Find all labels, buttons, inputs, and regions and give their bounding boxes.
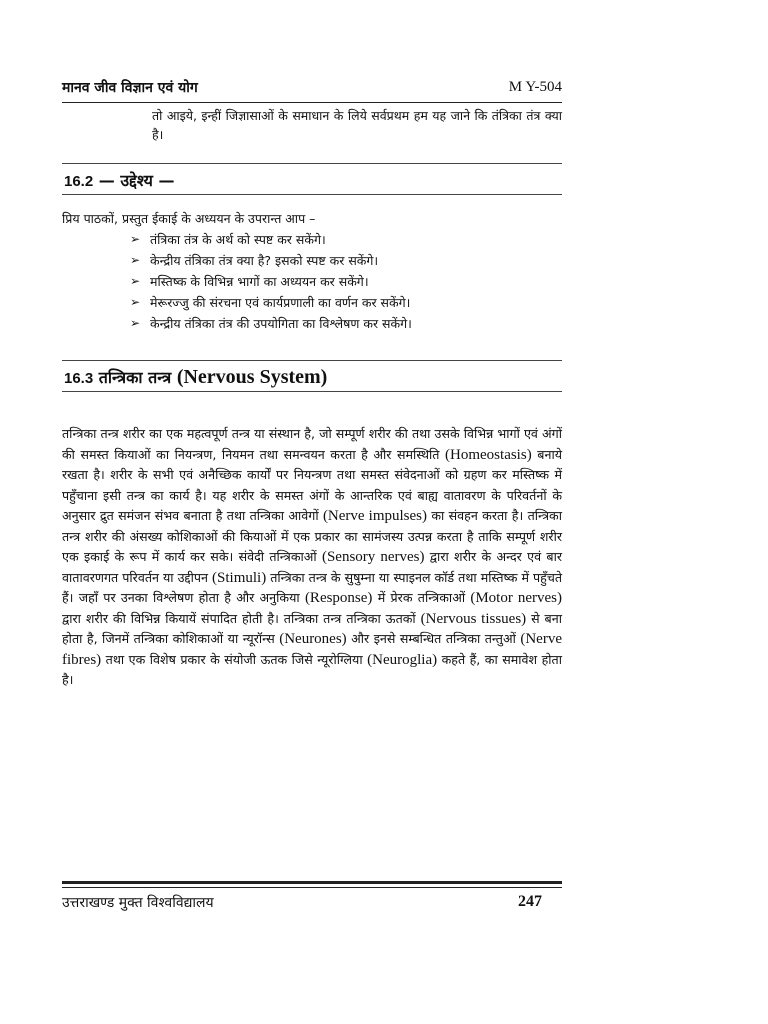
arrow-bullet-icon: ➢ xyxy=(130,232,141,246)
section-16-3-number: 16.3 xyxy=(64,370,94,387)
objective-item: ➢ केन्द्रीय तंत्रिका तंत्र क्या है? इसको स्पष्ट कर सकेंगे। xyxy=(130,250,412,271)
section-16-2-number: 16.2 xyxy=(64,173,94,190)
term-neuroglia: (Neuroglia) xyxy=(367,651,438,668)
term-neurones: (Neurones) xyxy=(279,631,347,647)
term-motor-nerves: (Motor nerves) xyxy=(470,590,563,606)
term-sensory-nerves: (Sensory nerves) xyxy=(321,549,425,565)
term-nervous-tissues: (Nervous tissues) xyxy=(420,610,527,627)
objective-item: ➢ मस्तिष्क के विभिन्न भागों का अध्ययन कर सकेंगे। xyxy=(130,271,412,292)
term-homeostasis: (Homeostasis) xyxy=(445,446,532,463)
arrow-bullet-icon: ➢ xyxy=(130,295,141,309)
university-name: उत्तराखण्ड मुक्त विश्वविद्यालय xyxy=(62,895,214,911)
section-16-2-top-rule xyxy=(62,163,562,164)
section-16-3-heading xyxy=(64,366,327,389)
section-16-2-heading xyxy=(64,169,175,191)
objective-item: ➢ केन्द्रीय तंत्रिका तंत्र की उपयोगिता का विश्लेषण कर सकेंगे। xyxy=(130,313,412,334)
footer-thick-rule xyxy=(62,881,562,884)
intro-paragraph: तो आइये, इन्हीं जिज्ञासाओं के समाधान के लिये सर्वप्रथम हम यह जाने कि तंत्रिका तंत्र क्या है। xyxy=(152,108,562,142)
term-nerve-impulses: (Nerve impulses) xyxy=(322,508,427,524)
section-16-3-top-rule xyxy=(62,360,562,361)
arrow-bullet-icon: ➢ xyxy=(130,274,141,288)
term-nerve-fibres: (Nerve fibres) xyxy=(62,631,562,668)
objectives-list xyxy=(130,229,412,334)
section-16-2-title: — उद्देश्य — xyxy=(98,171,175,190)
section-16-3-title-english: (Nervous System) xyxy=(176,366,328,388)
objective-item: ➢ मेरूरज्जु की संरचना एवं कार्यप्रणाली का वर्णन कर सकेंगे। xyxy=(130,292,412,313)
objectives-lead: प्रिय पाठकों, प्रस्तुत ईकाई के अध्ययन के उपरान्त आप – xyxy=(62,211,316,226)
objective-item: ➢ तंत्रिका तंत्र के अर्थ को स्पष्ट कर सकेंगे। xyxy=(130,229,412,250)
page-number: 247 xyxy=(518,893,542,910)
term-response: (Response) xyxy=(304,590,373,606)
section-16-3-bottom-rule xyxy=(62,391,562,392)
section-16-2-bottom-rule xyxy=(62,194,562,195)
section-16-3-title-hindi: तन्त्रिका तन्त्र xyxy=(98,368,172,387)
course-title: मानव जीव विज्ञान एवं योग xyxy=(62,80,198,96)
term-stimuli: (Stimuli) xyxy=(212,569,267,586)
arrow-bullet-icon: ➢ xyxy=(130,253,141,267)
nervous-system-paragraph: तन्त्रिका तन्त्र शरीर का एक महत्वपूर्ण तन्त्र या संस्थान है, जो सम्पूर्ण शरीर की तथा उसके विभिन्न भागों एवं अंगों की समस्त कियाओं का नियन्त्रण, नियमन तथा समन्वयन करता है और समस्थिति (Homeostasis) बनाये रखता है। शरीर के सभी एवं अनैच्छिक कार्यों पर नियन्त्रण तथा समस्त संवेदनाओं को ग्रहण कर मस्तिष्क में पहुँचाना इसी तन्त्र का कार्य है। यह शरीर के समस्त अंगों के आन्तरिक एवं बाह्य वातावरण के परिवर्तनों के अनुसार द्रुत समंजन संभव बनाता है तथा तन्त्रिका आवेगों (Nerve impulses) का संवहन करता है। तन्त्रिका तन्त्र शरीर की अंसख्य कोशिकाओं की कियाओं में एक प्रकार का सामंजस्य उत्पन्न करता है ताकि सम्पूर्ण शरीर एक इकाई के रूप में कार्य कर सके। संवेदी तन्त्रिकाओं (Sensory nerves) द्वारा शरीर के अन्दर एवं बार वातावरणगत परिवर्तन या उद्दीपन (Stimuli) तन्त्रिका तन्त्र के सुषुम्ना या स्पाइनल कॉर्ड तथा मस्तिष्क में पहुँचते हैं। जहाँ पर उनका विश्लेषण होता है और अनुकिया (Response) में प्रेरक तन्त्रिकाओं (Motor nerves) द्वारा शरीर की विभिन्न कियायें संपादित होती है। तन्त्रिका तन्त्र तन्त्रिका ऊतकों (Nervous tissues) से बना होता है, जिनमें तन्त्रिका कोशिकाओं या न्यूरॉन्स (Neurones) और इनसे सम्बन्धित तन्त्रिका तन्तुओं (Nerve fibres) तथा एक विशेष प्रकार के संयोजी ऊतक जिसे न्यूरोग्लिया (Neuroglia) कहते हैं, का समावेश होता है। xyxy=(62,426,563,687)
header-rule xyxy=(62,102,562,103)
course-code: M Y-504 xyxy=(508,79,562,95)
footer-thin-rule xyxy=(62,887,562,888)
arrow-bullet-icon: ➢ xyxy=(130,316,141,330)
